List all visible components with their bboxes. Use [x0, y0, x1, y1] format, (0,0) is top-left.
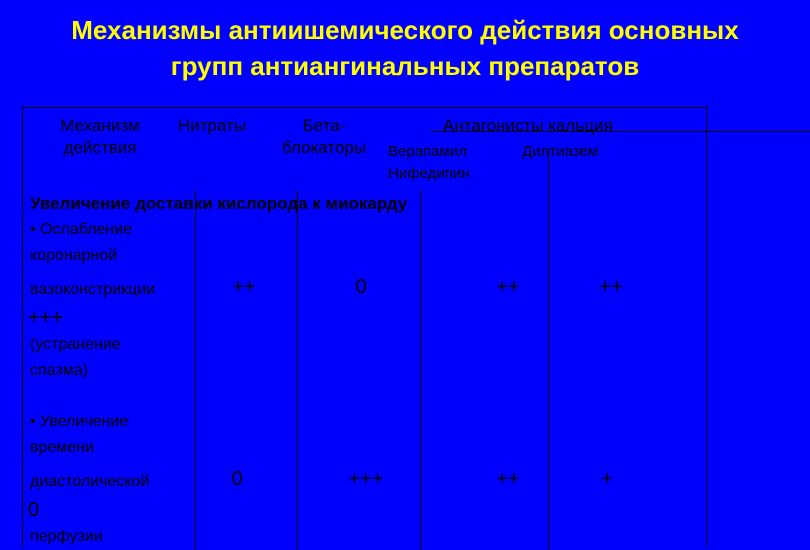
- row-2-value-diltiazem: +: [601, 468, 613, 490]
- row-2-label-line-1: • Увеличение: [30, 413, 129, 430]
- row-1-label: [30, 217, 155, 303]
- column-divider-4: [548, 150, 549, 550]
- table-top-border: [22, 107, 708, 108]
- row-1-label-line-2: коронарной: [30, 247, 118, 264]
- header-diltiazem: Дилтиазем: [522, 143, 599, 160]
- column-divider-1: [195, 190, 196, 550]
- slide-title-line-1: Механизмы антиишемического действия основных: [71, 15, 739, 45]
- header-mechanism-line-1: Механизм: [60, 116, 140, 135]
- row-1-value-beta-blockers: 0: [355, 276, 367, 298]
- row-1-extra-value: +++: [28, 307, 64, 329]
- row-1-label-line-3: вазоконстрикции: [30, 281, 156, 298]
- row-2-label-line-3: диастолической: [30, 473, 150, 490]
- header-verapamil: Верапамил: [388, 143, 467, 160]
- row-2-label: [30, 409, 149, 495]
- table-left-border: [22, 107, 23, 547]
- row-1-note-line-2: спазма): [30, 362, 88, 379]
- column-divider-2: [297, 190, 298, 550]
- row-1-label-line-1: • Ослабление: [30, 221, 133, 238]
- row-1-value-nitrates: ++: [232, 276, 256, 298]
- row-2-label-line-2: времени: [30, 439, 94, 456]
- header-nifedipine: Нифедипин: [388, 165, 470, 182]
- table-right-border: [706, 107, 707, 547]
- header-beta-line-1: Бета-: [302, 116, 346, 135]
- row-1-value-diltiazem: ++: [599, 276, 623, 298]
- slide-title-line-2: групп антиангинальных препаратов: [170, 51, 640, 81]
- section-heading: Увеличение доставки кислорода к миокарду: [30, 194, 408, 213]
- column-divider-3: [420, 190, 421, 550]
- slide-title: [0, 12, 810, 84]
- row-1-notes: [30, 332, 121, 384]
- row-2-value-nitrates: 0: [231, 468, 243, 490]
- header-calcium-antagonists: Антагонисты кальция: [443, 116, 613, 135]
- row-2-notes: [30, 524, 103, 550]
- row-2-note-line-1: перфузии: [30, 528, 103, 545]
- row-1-value-verapamil: ++: [496, 276, 520, 298]
- row-2-value-beta-blockers: +++: [348, 468, 384, 490]
- row-1-note-line-1: (устранение: [30, 336, 121, 353]
- header-beta-line-2: блокаторы: [281, 138, 367, 157]
- header-mechanism: [30, 115, 170, 159]
- header-beta-blockers: [264, 115, 384, 159]
- row-2-extra-value: 0: [28, 499, 40, 521]
- row-2-value-verapamil: ++: [496, 468, 520, 490]
- header-mechanism-line-2: действия: [63, 138, 137, 157]
- header-nitrates: Нитраты: [178, 116, 247, 135]
